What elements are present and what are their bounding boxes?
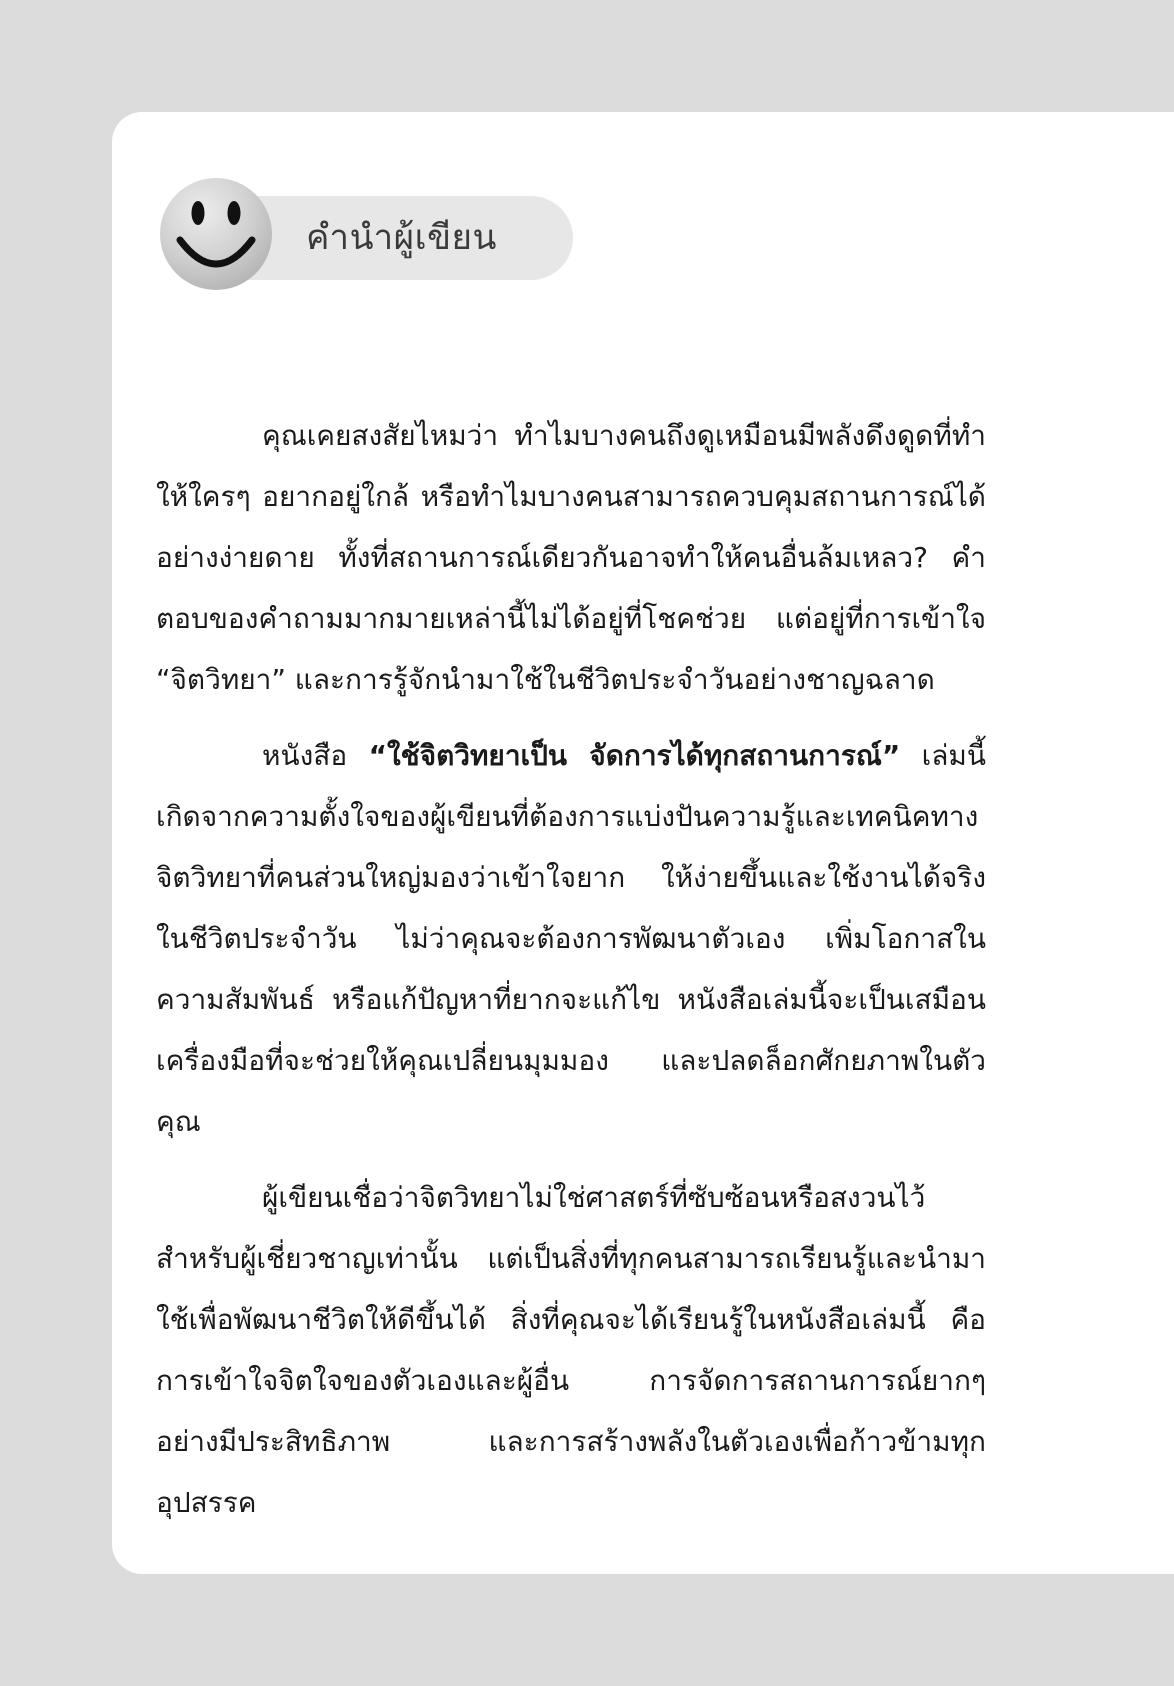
page-title: คำนำผู้เขียน <box>306 218 497 258</box>
paragraph-2-intro: หนังสือ <box>262 739 369 772</box>
smiley-face-icon <box>158 176 274 292</box>
paragraph-2 <box>156 725 986 1152</box>
book-title: “ใช้จิตวิทยาเป็น จัดการได้ทุกสถานการณ์” <box>368 739 901 772</box>
body-text <box>156 405 986 1548</box>
paragraph-2-body: เล่มนี้เกิดจากความตั้งใจของผู้เขียนที่ต้องการแบ่งปันความรู้และเทคนิคทางจิตวิทยาที่คนส่วนใหญ่มองว่าเข้าใจยาก ให้ง่ายขึ้นและใช้งานได้จริงในชีวิตประจำวัน ไม่ว่าคุณจะต้องการพัฒนาตัวเอง เพิ่มโอกาสในความสัมพันธ์ หรือแก้ปัญหาที่ยากจะแก้ไข หนังสือเล่มนี้จะเป็นเสมือนเครื่องมือที่จะช่วยให้คุณเปลี่ยนมุมมอง และปลดล็อกศักยภาพในตัวคุณ <box>156 739 986 1138</box>
paragraph-1: คุณเคยสงสัยไหมว่า ทำไมบางคนถึงดูเหมือนมีพลังดึงดูดที่ทำให้ใครๆ อยากอยู่ใกล้ หรือทำไมบางคนสามารถควบคุมสถานการณ์ได้อย่างง่ายดาย ทั้งที่สถานการณ์เดียวกันอาจทำให้คนอื่นล้มเหลว? คำตอบของคำถามมากมายเหล่านี้ไม่ได้อยู่ที่โชคช่วย แต่อยู่ที่การเข้าใจ “จิตวิทยา” และการรู้จักนำมาใช้ในชีวิตประจำวันอย่างชาญฉลาด <box>156 419 986 696</box>
paragraph-3: ผู้เขียนเชื่อว่าจิตวิทยาไม่ใช่ศาสตร์ที่ซับซ้อนหรือสงวนไว้สำหรับผู้เชี่ยวชาญเท่านั้น แต่เป็นสิ่งที่ทุกคนสามารถเรียนรู้และนำมาใช้เพื่อพัฒนาชีวิตให้ดีขึ้นได้ สิ่งที่คุณจะได้เรียนรู้ในหนังสือเล่มนี้ คือ การเข้าใจจิตใจของตัวเองและผู้อื่น การจัดการสถานการณ์ยากๆ อย่างมีประสิทธิภาพ และการสร้างพลังในตัวเองเพื่อก้าวข้ามทุกอุปสรรค <box>156 1181 986 1519</box>
